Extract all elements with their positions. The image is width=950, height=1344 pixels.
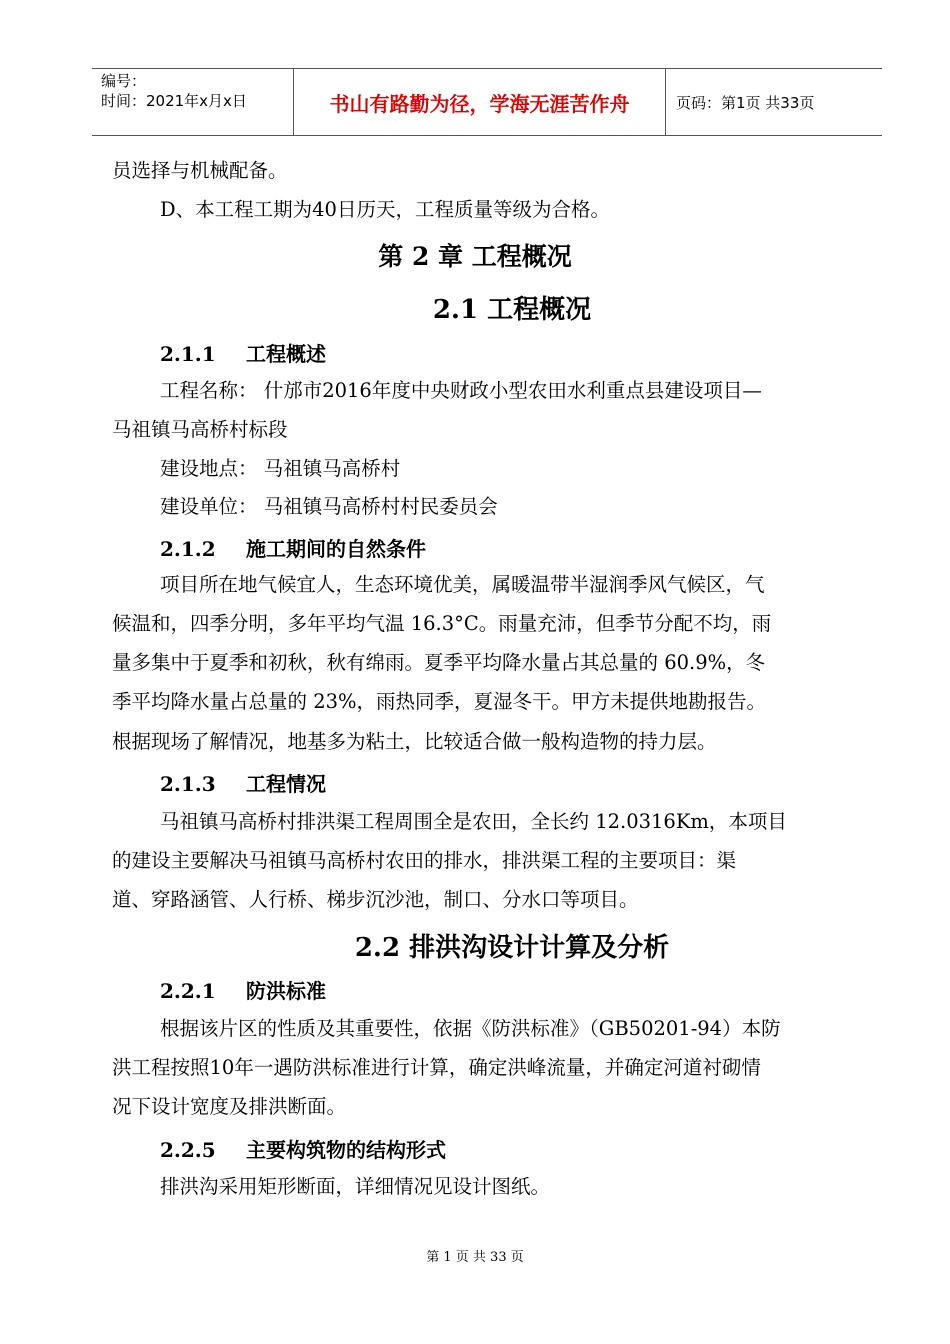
paragraph-line: 排洪沟采用矩形断面，详细情况见设计图纸。 [160,1175,551,1198]
page-footer: 第 1 页 共 33 页 [426,1250,524,1265]
paragraph-line: 量多集中于夏季和初秋，秋有绵雨。夏季平均降水量占其总量的 60.9%，冬 [112,651,766,674]
subsection-number: 2.1.1 [160,342,216,366]
subsection-number: 2.2.5 [160,1138,216,1162]
subsection-title: 主要构筑物的结构形式 [246,1138,446,1162]
header-meta [92,69,293,135]
paragraph-line: 马祖镇马高桥村标段 [112,418,288,441]
paragraph-line: 员选择与机械配备。 [112,159,288,182]
paragraph-line: 根据该片区的性质及其重要性，依据《防洪标准》（GB50201-94）本防 [160,1017,781,1040]
subsection-number: 2.1.3 [160,772,216,796]
subsection-number: 2.2.1 [160,979,216,1003]
subsection-2-1-1 [160,338,326,367]
subsection-2-1-3 [160,768,326,797]
section-title-2-2: 2.2 排洪沟设计计算及分析 [354,933,670,963]
paragraph-line: 建设单位： 马祖镇马高桥村村民委员会 [160,495,498,518]
header-page-info: 页码：第1页 共33页 [676,93,815,112]
paragraph-line: 工程名称： 什邡市2016年度中央财政小型农田水利重点县建设项目— [160,379,762,402]
paragraph-line: 根据现场了解情况，地基多为粘土，比较适合做一般构造物的持力层。 [112,730,717,753]
paragraph-line: 马祖镇马高桥村排洪渠工程周围全是农田，全长约 12.0316Km，本项目 [160,810,787,833]
subsection-2-2-5 [160,1134,446,1163]
chapter-title: 第 2 章 工程概况 [378,242,572,271]
subsection-2-1-2 [160,533,426,562]
page-header [92,68,882,136]
section-title-2-1: 2.1 工程概况 [432,295,592,325]
time-label: 时间：2021年x月x日 [101,92,247,110]
paragraph-line: 况下设计宽度及排洪断面。 [112,1095,347,1118]
subsection-title: 工程情况 [246,772,326,796]
serial-label: 编号： [101,72,147,90]
subsection-title: 防洪标准 [246,979,326,1003]
paragraph-line: 季平均降水量占总量的 23%，雨热同季，夏湿冬干。甲方未提供地勘报告。 [112,690,767,713]
subsection-number: 2.1.2 [160,537,216,561]
header-motto: 书山有路勤为径，学海无涯苦作舟 [293,69,666,135]
subsection-title: 工程概述 [246,342,326,366]
paragraph-line: D、本工程工期为40日历天，工程质量等级为合格。 [160,198,610,221]
paragraph-line: 项目所在地气候宜人，生态环境优美，属暖温带半湿润季风气候区，气 [160,573,765,596]
subsection-title: 施工期间的自然条件 [246,537,426,561]
paragraph-line: 洪工程按照10年一遇防洪标准进行计算，确定洪峰流量，并确定河道衬砌情 [112,1056,761,1079]
paragraph-line: 建设地点： 马祖镇马高桥村 [160,457,401,480]
paragraph-line: 道、穿路涵管、人行桥、梯步沉沙池，制口、分水口等项目。 [112,888,639,911]
subsection-2-2-1 [160,975,326,1004]
paragraph-line: 的建设主要解决马祖镇马高桥村农田的排水，排洪渠工程的主要项目：渠 [112,849,737,872]
paragraph-line: 候温和，四季分明，多年平均气温 16.3°C。雨量充沛，但季节分配不均，雨 [112,612,772,635]
